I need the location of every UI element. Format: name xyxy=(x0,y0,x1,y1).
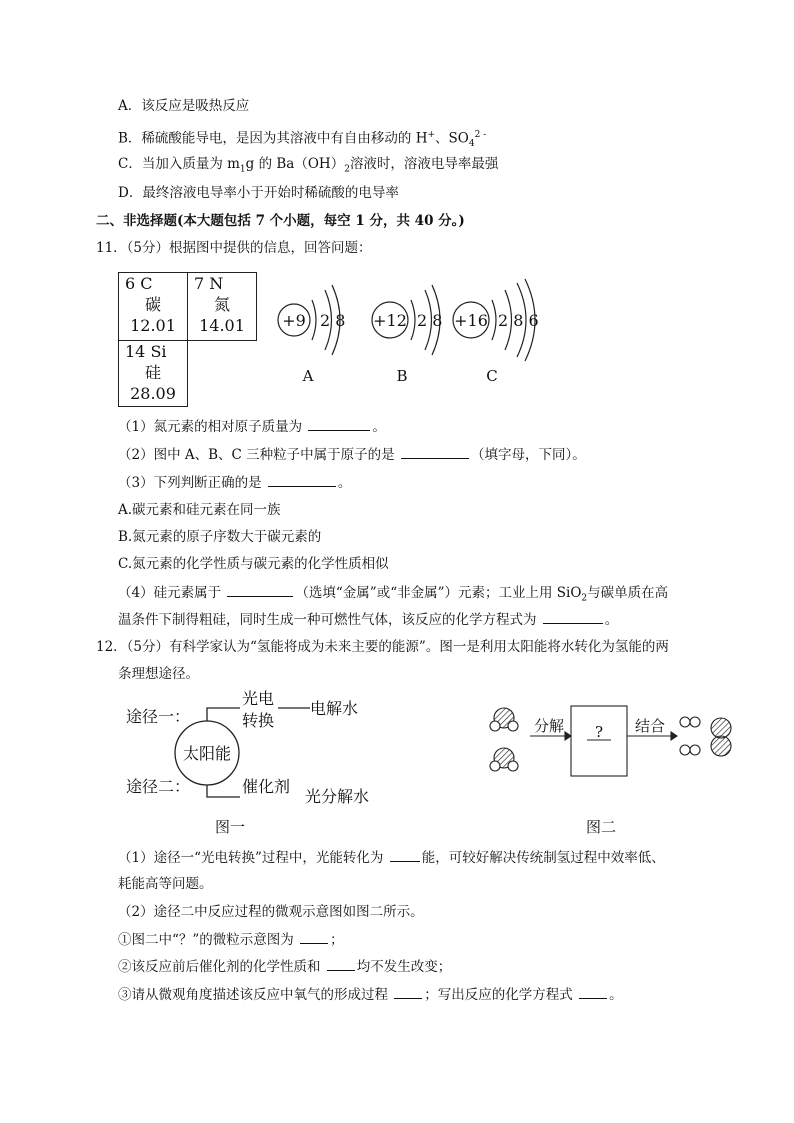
atom-b-shells: 2 8 xyxy=(417,311,443,330)
route2-label: 途径二： xyxy=(126,777,191,796)
pt-carbon-name: 碳 xyxy=(144,295,161,314)
q11-part1-text: （1）氮元素的相对原子质量为 xyxy=(118,419,303,435)
q12-sub2-end: 均不发生改变； xyxy=(356,959,452,975)
pt-nitrogen-name: 氮 xyxy=(213,295,230,314)
q12-sub1-end: ； xyxy=(330,932,344,948)
q11-part2-end: （填字母，下同）。 xyxy=(470,447,586,463)
q10-c-suffix: 溶液时，溶液电导率最强 xyxy=(349,156,499,172)
q10-c-mid: g 的 Ba（OH） xyxy=(245,156,345,172)
q12-sub3-end: 。 xyxy=(609,987,623,1003)
q12-sub3 xyxy=(118,984,623,1005)
hydrogen-molecule-2-b xyxy=(690,745,700,755)
atom-a-shells: 2 8 xyxy=(320,311,346,330)
pt-carbon-mass: 12.01 xyxy=(130,316,176,335)
decompose-label: 分解 xyxy=(534,717,565,735)
hydrogen-molecule-1-a xyxy=(680,717,690,727)
q10-option-c xyxy=(118,154,498,180)
q10-c-sub2: 2 xyxy=(344,164,350,175)
pt-silicon-name: 硅 xyxy=(144,363,161,382)
pt-silicon-num-sym: 14 Si xyxy=(125,342,167,361)
q12-part1-line2: 耗能高等问题。 xyxy=(118,876,213,892)
q12-sub1-blank[interactable] xyxy=(300,929,328,944)
unknown-box xyxy=(571,706,627,776)
route1-label: 途径一： xyxy=(126,707,191,726)
catalyst-label: 催化剂 xyxy=(242,777,291,796)
q11-part4-text-d: 温条件下制得粗硅，同时生成一种可燃性气体，该反应的化学方程式为 xyxy=(118,612,537,628)
water-molecule-1-h2 xyxy=(508,721,518,731)
q11-part1-end: 。 xyxy=(372,419,386,435)
pt-nitrogen-num-sym: 7 N xyxy=(194,274,224,293)
figure-1-caption: 图一 xyxy=(215,818,246,836)
q10-c-sub1: 1 xyxy=(239,164,246,175)
q11-part1-blank[interactable] xyxy=(308,416,370,431)
q10-b-sub: 4 xyxy=(468,139,475,150)
figure-2-caption: 图二 xyxy=(586,818,617,836)
hydrogen-molecule-2-a xyxy=(680,745,690,755)
pt-cell-nitrogen xyxy=(187,272,257,341)
q12-part1-line1 xyxy=(118,847,665,868)
photolysis-label: 光分解水 xyxy=(305,787,370,806)
q11-part4-blank2[interactable] xyxy=(543,609,603,624)
q11-part4-line2 xyxy=(118,609,618,630)
q12-sub1 xyxy=(118,929,344,950)
q12-part2: （2）途径二中反应过程的微观示意图如图二所示。 xyxy=(118,904,424,920)
q11-part4-text-c: 与碳单质在高 xyxy=(587,585,669,601)
pt-nitrogen-mass: 14.01 xyxy=(199,316,245,335)
q12-sub3-text-b: ；写出反应的化学方程式 xyxy=(424,987,573,1003)
q11-part3-text: （3）下列判断正确的是 xyxy=(118,475,262,491)
q11-part4-sub: 2 xyxy=(581,593,588,604)
q11-option-a: A.碳元素和硅元素在同一族 xyxy=(118,502,281,518)
q12-sub1-text: ①图二中“？”的微粒示意图为 xyxy=(118,932,294,948)
oxygen-molecule-atom-1 xyxy=(711,718,731,738)
water-molecule-2-h1 xyxy=(490,761,500,771)
q12-stem-line2: 条理想途径。 xyxy=(118,666,199,682)
q11-part3-blank[interactable] xyxy=(268,472,336,487)
decompose-arrowhead xyxy=(565,732,571,740)
atom-a-nucleus-label: +9 xyxy=(282,311,306,330)
atom-structure-diagrams xyxy=(270,275,560,390)
atom-c-shells: 2 8 6 xyxy=(498,311,539,330)
q12-sub3-blank1[interactable] xyxy=(394,984,422,999)
q11-part3-end: 。 xyxy=(337,475,352,491)
q10-b-text: B．稀硫酸能导电，是因为其溶液中有自由移动的 H xyxy=(118,130,428,147)
atom-c-shell-1 xyxy=(492,300,496,340)
q12-sub3-text-a: ③请从微观角度描述该反应中氧气的形成过程 xyxy=(118,987,388,1003)
atom-c-label: C xyxy=(486,367,498,385)
q12-sub2-blank[interactable] xyxy=(327,956,355,971)
q10-option-a: A．该反应是吸热反应 xyxy=(118,98,250,114)
atom-b-shell-1 xyxy=(411,300,415,340)
q10-option-d: D．最终溶液电导率小于开始时稀硫酸的电导率 xyxy=(118,185,399,201)
electrolysis-label: 电解水 xyxy=(310,699,359,718)
q12-sub2-text: ②该反应前后催化剂的化学性质和 xyxy=(118,959,321,975)
atom-a-shell-1 xyxy=(312,300,316,340)
pt-cell-carbon xyxy=(118,272,188,341)
atom-a-label: A xyxy=(302,367,314,385)
q10-c-text: C．当加入质量为 m xyxy=(118,156,240,172)
q10-b-sup1: + xyxy=(427,130,436,140)
hydrogen-molecule-1-b xyxy=(690,717,700,727)
oxygen-molecule-atom-2 xyxy=(711,736,731,756)
q10-b-mid: 、SO xyxy=(435,130,469,147)
pt-cell-silicon xyxy=(118,340,188,407)
combine-arrowhead xyxy=(671,732,677,740)
q11-part4-line1 xyxy=(118,582,668,609)
pt-silicon-mass: 28.09 xyxy=(130,384,176,403)
q11-part2 xyxy=(118,444,586,465)
photoelectric-label-1: 光电 xyxy=(242,689,275,708)
atom-c-nucleus-label: +16 xyxy=(454,311,488,330)
q11-part2-blank[interactable] xyxy=(401,444,469,459)
figure-1-diagram xyxy=(120,688,390,808)
section2-title: 二、非选择题(本大题包括 7 个小题，每空 1 分，共 40 分。) xyxy=(96,213,465,229)
q12-part1-text-a: （1）途径一“光电转换”过程中，光能转化为 xyxy=(118,850,384,866)
route2-connector xyxy=(207,785,240,797)
pt-carbon-num-sym: 6 C xyxy=(125,274,153,293)
atom-b-label: B xyxy=(396,367,408,385)
route1-connector xyxy=(207,708,240,721)
q12-part1-blank[interactable] xyxy=(390,847,420,862)
q11-option-b: B.氮元素的原子序数大于碳元素的 xyxy=(118,529,322,545)
figure-2-diagram xyxy=(485,700,745,790)
atom-b-nucleus-label: +12 xyxy=(373,311,407,330)
unknown-question-mark: ? xyxy=(594,723,604,741)
q10-b-sup2: 2 - xyxy=(474,130,487,140)
q11-part4-end: 。 xyxy=(604,612,619,628)
q11-part3 xyxy=(118,472,351,493)
q12-sub3-blank2[interactable] xyxy=(579,984,607,999)
q11-part4-text-a: （4）硅元素属于 xyxy=(118,585,222,601)
q12-stem-line1: 12．（5分）有科学家认为“氢能将成为未来主要的能源”。图一是利用太阳能将水转化为氢能的两 xyxy=(96,639,669,655)
combine-label: 结合 xyxy=(635,717,666,735)
q11-part4-blank1[interactable] xyxy=(227,582,293,597)
q11-part4-text-b: （选填“金属”或“非金属”）元素；工业上用 SiO xyxy=(295,585,582,601)
q11-part1 xyxy=(118,416,386,437)
q12-part1-text-b: 能，可较好解决传统制氢过程中效率低、 xyxy=(421,850,665,866)
water-molecule-2-h2 xyxy=(508,761,518,771)
q11-stem: 11．（5分）根据图中提供的信息，回答问题： xyxy=(96,240,372,256)
photoelectric-label-2: 转换 xyxy=(242,711,275,730)
sun-label: 太阳能 xyxy=(182,744,232,763)
q12-sub2 xyxy=(118,956,451,977)
q11-part2-text: （2）图中 A、B、C 三种粒子中属于原子的是 xyxy=(118,447,395,463)
q11-option-c: C.氮元素的化学性质与碳元素的化学性质相似 xyxy=(118,556,389,572)
water-molecule-1-h1 xyxy=(490,721,500,731)
q10-option-b xyxy=(118,125,486,154)
